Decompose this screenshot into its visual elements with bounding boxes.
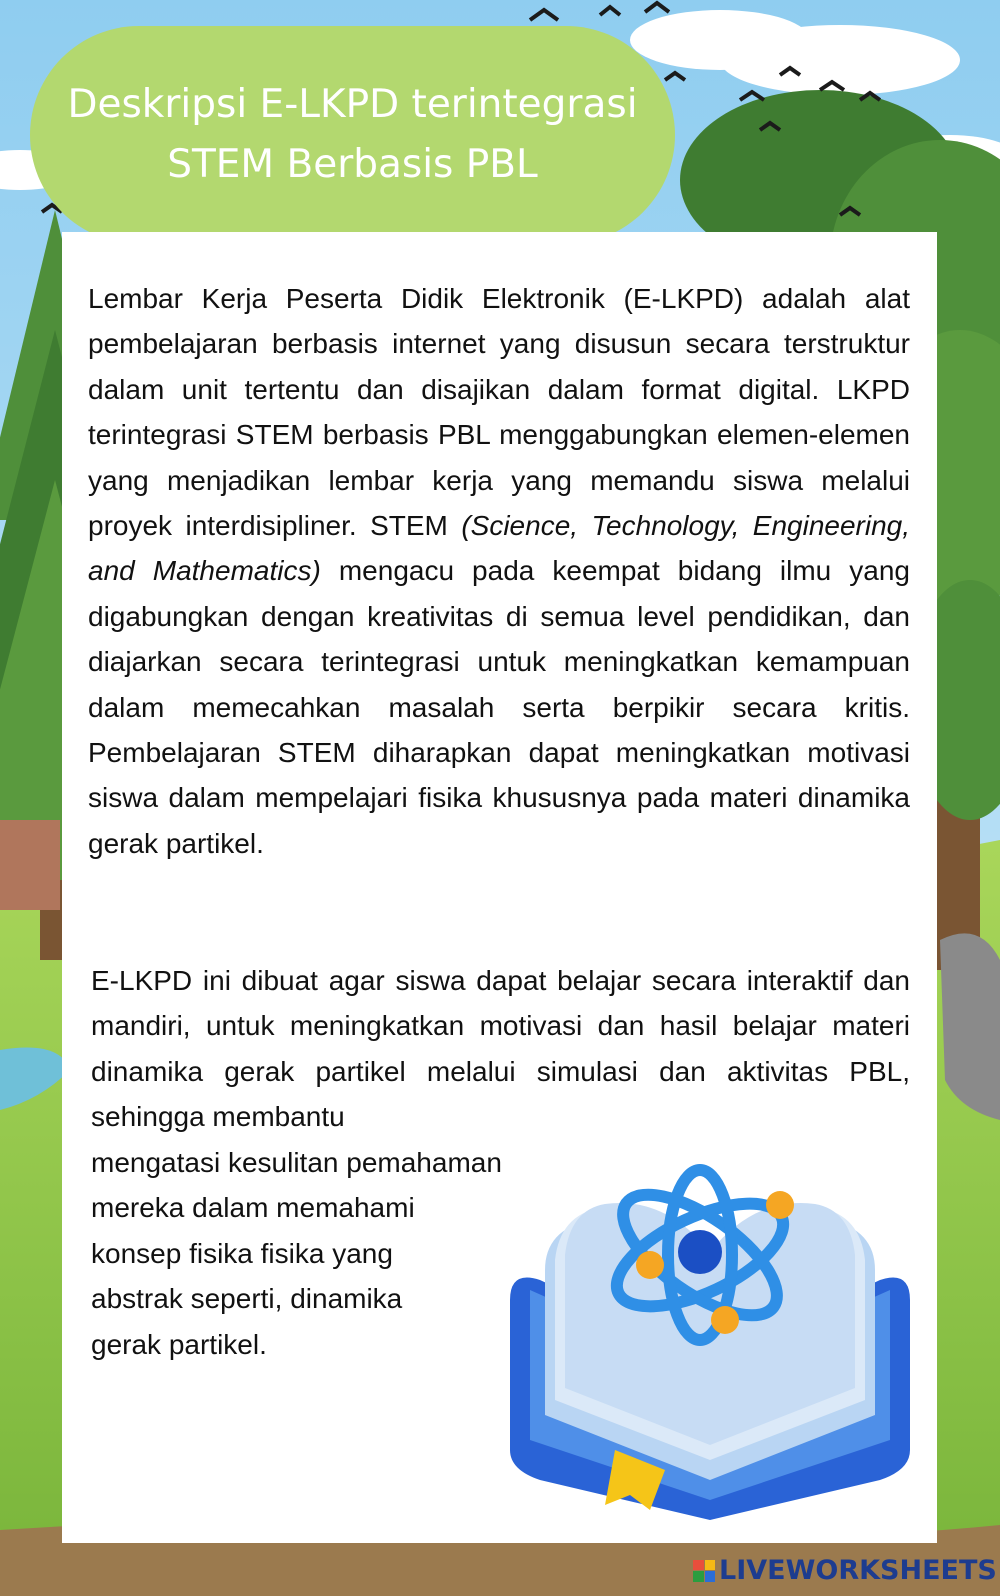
paragraph-line: gerak partikel. [91, 1328, 267, 1360]
paragraph-1-text: Lembar Kerja Peserta Didik Elektronik (E-LKPD) adalah alat pembelajaran berbasis internet yang disusun secara terstruktur dalam unit tertentu dan disajikan dalam format digital. LKPD terintegrasi STEM berbasis PBL menggabungkan elemen-elemen yang menjadikan lembar kerja yang memandu siswa melalui proyek interdisipliner. STEM [88, 283, 910, 542]
paragraph-1-end: mengacu pada keempat bidang ilmu yang digabungkan dengan kreativitas di semua level pendidikan, dan diajarkan secara terintegrasi untuk meningkatkan kemampuan dalam memecahkan masalah serta berpikir secara kritis. Pembelajaran STEM diharapkan dapat meningkatkan motivasi siswa dalam mempelajari fisika khususnya pada materi dinamika gerak partikel. [88, 555, 911, 859]
page-title [30, 26, 675, 244]
description-paragraph-1 [88, 276, 910, 866]
description-paragraph-2: E-LKPD ini dibuat agar siswa dapat belajar secara interaktif dan mandiri, untuk meningkatkan motivasi dan hasil belajar materi dinamika gerak partikel melalui simulasi dan aktivitas PBL, sehingga membantu [91, 965, 910, 1133]
title-line-2: STEM Berbasis PBL [167, 142, 538, 187]
stem-expansion: (Science, Technology, Engineering, and Mathematics) [88, 510, 911, 587]
liveworksheets-logo-icon [693, 1560, 715, 1582]
watermark-text: LIVEWORKSHEETS [719, 1555, 997, 1586]
paragraph-line: konsep fisika fisika yang [91, 1237, 393, 1269]
paragraph-line: abstrak seperti, dinamika [91, 1283, 403, 1315]
paragraph-line: mereka dalam memahami [91, 1192, 415, 1224]
atom-book-icon [500, 1160, 920, 1540]
paragraph-line: mengatasi kesulitan pemahaman [91, 1147, 502, 1178]
title-line-1: Deskripsi E-LKPD terintegrasi [67, 82, 638, 127]
liveworksheets-watermark[interactable] [693, 1555, 997, 1586]
